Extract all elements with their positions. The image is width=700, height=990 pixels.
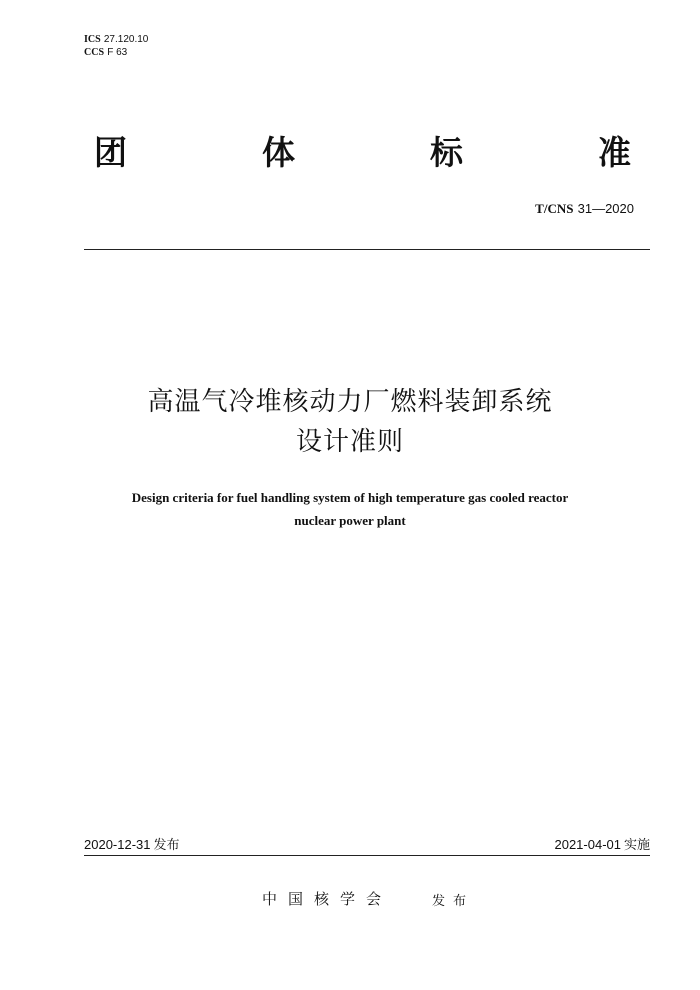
standard-number-prefix: T/CNS <box>535 201 574 216</box>
ccs-value: F 63 <box>107 47 128 58</box>
effective-date-value: 2021-04-01 <box>554 837 621 852</box>
ics-value: 27.120.10 <box>103 34 149 45</box>
standard-type-heading <box>0 133 700 178</box>
publish-label: 发布 <box>432 894 475 909</box>
ccs-prefix: CCS <box>84 47 105 58</box>
standard-number-value: 31—2020 <box>577 201 634 216</box>
ccs-code <box>84 46 148 59</box>
publisher-name: 中国核学会 <box>262 890 393 908</box>
standard-type-char-1: 团 <box>94 133 127 172</box>
ics-code <box>84 33 148 46</box>
issue-date-label: 发布 <box>153 838 180 853</box>
standard-type-char-3: 标 <box>430 133 463 172</box>
ics-prefix: ICS <box>84 34 101 45</box>
top-divider <box>84 249 650 250</box>
effective-date-label: 实施 <box>623 838 650 853</box>
standard-number <box>535 201 634 217</box>
title-chinese-line-2: 设计准则 <box>295 427 404 457</box>
title-chinese-line-1: 高温气冷堆核动力厂燃料装卸系统 <box>147 387 553 417</box>
standard-type-char-4: 准 <box>598 133 631 172</box>
bottom-divider <box>84 855 650 856</box>
effective-date <box>554 834 650 853</box>
title-english-line-1: Design criteria for fuel handling system of high temperature gas cooled reactor <box>131 490 569 505</box>
issue-date <box>84 834 180 853</box>
standard-type-char-2: 体 <box>262 133 295 172</box>
title-english-line-2: nuclear power plant <box>294 513 406 528</box>
classification-codes <box>84 33 148 59</box>
issue-date-value: 2020-12-31 <box>84 837 151 852</box>
